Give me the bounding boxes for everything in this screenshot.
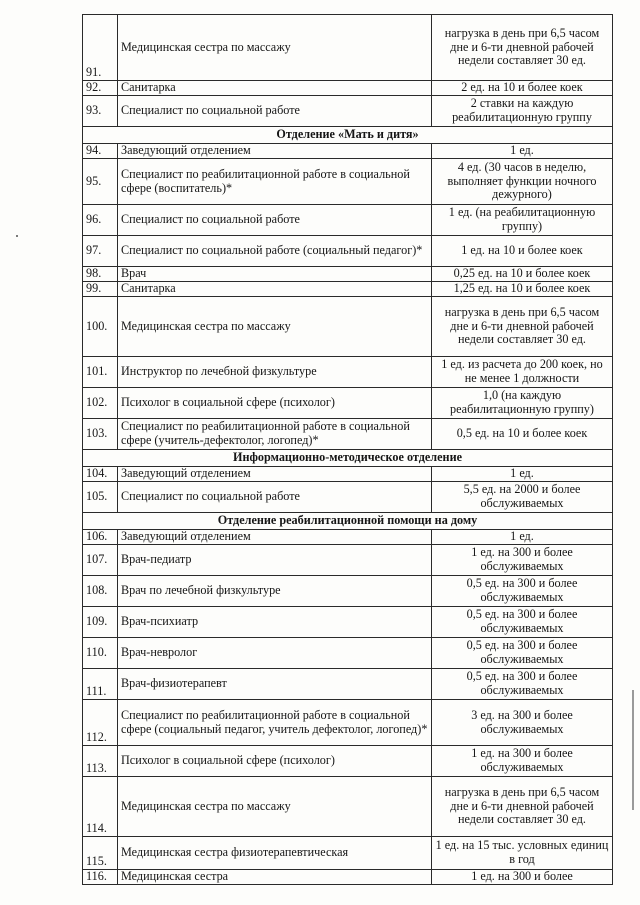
staffing-norm: 1 ед. на 300 и более обслуживаемых [432, 545, 613, 576]
row-number: 113. [83, 746, 118, 777]
position-name: Специалист по реабилитационной работе в социальной сфере (социальный педагог, учитель дефектолог, логопед)* [118, 700, 432, 746]
row-number: 98. [83, 267, 118, 282]
table-row [83, 15, 613, 81]
position-name: Медицинская сестра по массажу [118, 15, 432, 81]
section-header-row [83, 450, 613, 467]
staffing-table [82, 14, 613, 885]
row-number: 92. [83, 81, 118, 96]
staffing-norm: 1 ед. на 300 и более обслуживаемых [432, 746, 613, 777]
row-number: 99. [83, 282, 118, 297]
row-number: 112. [83, 700, 118, 746]
row-number: 93. [83, 96, 118, 127]
staffing-norm: 5,5 ед. на 2000 и более обслуживаемых [432, 482, 613, 513]
staffing-norm: 2 ед. на 10 и более коек [432, 81, 613, 96]
position-name: Заведующий отделением [118, 144, 432, 159]
table-row [83, 576, 613, 607]
position-name: Санитарка [118, 81, 432, 96]
table-row [83, 482, 613, 513]
table-row [83, 669, 613, 700]
position-name: Врач-психиатр [118, 607, 432, 638]
row-number: 101. [83, 357, 118, 388]
staffing-norm: 1 ед. (на реабилитационную группу) [432, 205, 613, 236]
table-row [83, 607, 613, 638]
position-name: Санитарка [118, 282, 432, 297]
staffing-norm: 1,0 (на каждую реабилитационную группу) [432, 388, 613, 419]
staffing-norm: 1,25 ед. на 10 и более коек [432, 282, 613, 297]
staffing-norm: нагрузка в день при 6,5 часом дне и 6-ти дневной рабочей недели составляет 30 ед. [432, 297, 613, 357]
section-title: Информационно-методическое отделение [83, 450, 613, 467]
position-name: Заведующий отделением [118, 467, 432, 482]
row-number: 95. [83, 159, 118, 205]
section-title: Отделение реабилитационной помощи на дому [83, 513, 613, 530]
row-number: 109. [83, 607, 118, 638]
row-number: 102. [83, 388, 118, 419]
table-row [83, 467, 613, 482]
table-row [83, 144, 613, 159]
row-number: 114. [83, 777, 118, 837]
scan-artifact-dot [16, 235, 18, 237]
section-header-row [83, 513, 613, 530]
position-name: Заведующий отделением [118, 530, 432, 545]
staffing-norm: 0,5 ед. на 300 и более обслуживаемых [432, 607, 613, 638]
position-name: Психолог в социальной сфере (психолог) [118, 746, 432, 777]
position-name: Инструктор по лечебной физкультуре [118, 357, 432, 388]
row-number: 97. [83, 236, 118, 267]
position-name: Врач по лечебной физкультуре [118, 576, 432, 607]
staffing-norm: 0,5 ед. на 300 и более обслуживаемых [432, 576, 613, 607]
row-number: 110. [83, 638, 118, 669]
staffing-norm: 0,5 ед. на 300 и более обслуживаемых [432, 638, 613, 669]
position-name: Психолог в социальной сфере (психолог) [118, 388, 432, 419]
staffing-norm: 0,5 ед. на 10 и более коек [432, 419, 613, 450]
table-row [83, 777, 613, 837]
row-number: 91. [83, 15, 118, 81]
position-name: Специалист по реабилитационной работе в социальной сфере (учитель-дефектолог, логопед)* [118, 419, 432, 450]
position-name: Специалист по социальной работе [118, 482, 432, 513]
table-row [83, 746, 613, 777]
table-row [83, 267, 613, 282]
table-row [83, 530, 613, 545]
staffing-norm: 1 ед. из расчета до 200 коек, но не менее 1 должности [432, 357, 613, 388]
row-number: 96. [83, 205, 118, 236]
row-number: 111. [83, 669, 118, 700]
row-number: 100. [83, 297, 118, 357]
table-row [83, 81, 613, 96]
row-number: 116. [83, 870, 118, 885]
staffing-norm: 1 ед. на 10 и более коек [432, 236, 613, 267]
staffing-norm: 1 ед. на 15 тыс. условных единиц в год [432, 837, 613, 870]
position-name: Врач-физиотерапевт [118, 669, 432, 700]
table-row [83, 297, 613, 357]
row-number: 104. [83, 467, 118, 482]
row-number: 107. [83, 545, 118, 576]
position-name: Медицинская сестра [118, 870, 432, 885]
table-row [83, 638, 613, 669]
position-name: Врач [118, 267, 432, 282]
staffing-norm: 2 ставки на каждую реабилитационную группу [432, 96, 613, 127]
table-row [83, 870, 613, 885]
table-row [83, 236, 613, 267]
table-row [83, 388, 613, 419]
row-number: 105. [83, 482, 118, 513]
position-name: Медицинская сестра по массажу [118, 777, 432, 837]
table-row [83, 282, 613, 297]
staffing-norm: нагрузка в день при 6,5 часом дне и 6-ти дневной рабочей недели составляет 30 ед. [432, 777, 613, 837]
row-number: 103. [83, 419, 118, 450]
table-row [83, 357, 613, 388]
table-row [83, 205, 613, 236]
table-row [83, 419, 613, 450]
position-name: Специалист по реабилитационной работе в социальной сфере (воспитатель)* [118, 159, 432, 205]
position-name: Медицинская сестра физиотерапевтическая [118, 837, 432, 870]
row-number: 115. [83, 837, 118, 870]
row-number: 106. [83, 530, 118, 545]
table-row [83, 545, 613, 576]
staffing-norm: 0,5 ед. на 300 и более обслуживаемых [432, 669, 613, 700]
staffing-norm: 4 ед. (30 часов в неделю, выполняет функции ночного дежурного) [432, 159, 613, 205]
staffing-norm: 1 ед. [432, 144, 613, 159]
staffing-norm: 1 ед. [432, 467, 613, 482]
table-row [83, 837, 613, 870]
position-name: Медицинская сестра по массажу [118, 297, 432, 357]
position-name: Специалист по социальной работе [118, 96, 432, 127]
position-name: Специалист по социальной работе (социальный педагог)* [118, 236, 432, 267]
staffing-norm: нагрузка в день при 6,5 часом дне и 6-ти дневной рабочей недели составляет 30 ед. [432, 15, 613, 81]
row-number: 108. [83, 576, 118, 607]
position-name: Врач-невролог [118, 638, 432, 669]
row-number: 94. [83, 144, 118, 159]
table-row [83, 96, 613, 127]
position-name: Специалист по социальной работе [118, 205, 432, 236]
table-row [83, 159, 613, 205]
position-name: Врач-педиатр [118, 545, 432, 576]
staffing-norm: 1 ед. [432, 530, 613, 545]
staffing-norm: 0,25 ед. на 10 и более коек [432, 267, 613, 282]
staffing-norm: 1 ед. на 300 и более [432, 870, 613, 885]
section-header-row [83, 127, 613, 144]
section-title: Отделение «Мать и дитя» [83, 127, 613, 144]
table-row [83, 700, 613, 746]
staffing-norm: 3 ед. на 300 и более обслуживаемых [432, 700, 613, 746]
scan-artifact-line [632, 690, 634, 810]
